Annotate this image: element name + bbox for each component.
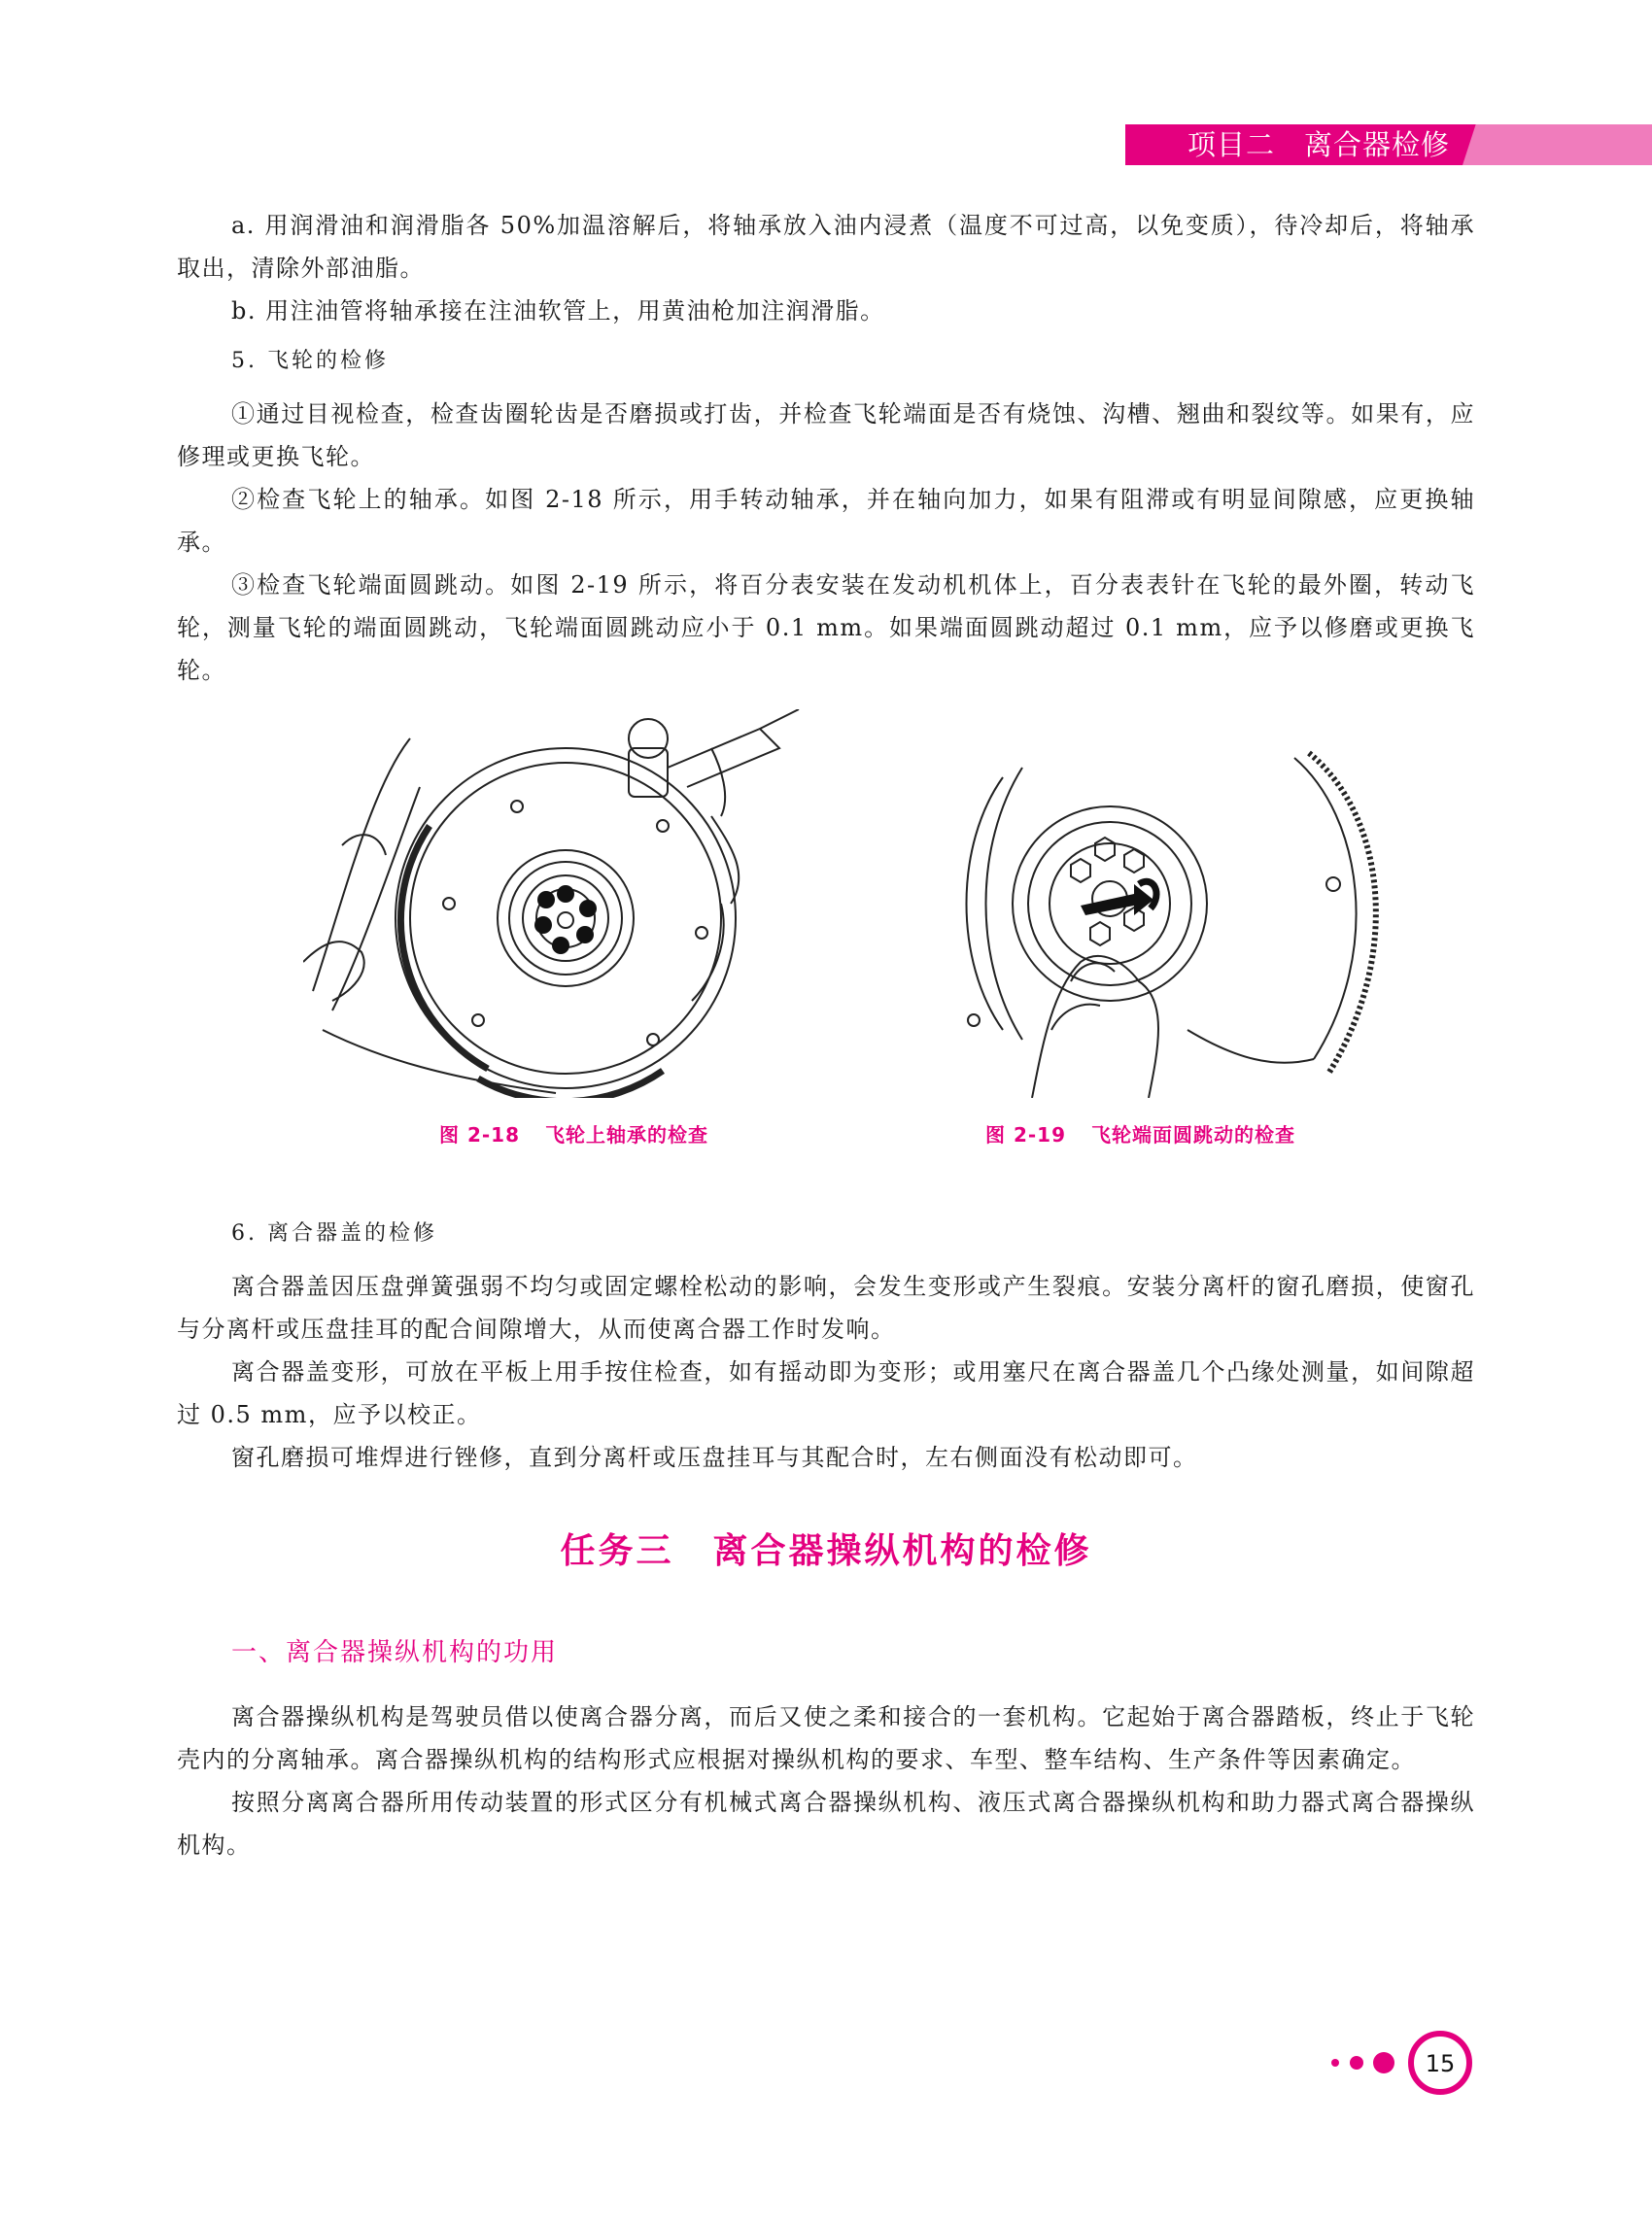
paragraph-b: b. 用注油管将轴承接在注油软管上，用黄油枪加注润滑脂。 bbox=[231, 297, 885, 325]
paragraph-flywheel-2: ②检查飞轮上的轴承。如图 2-18 所示，用手转动轴承，并在轴向加力，如果有阻滞或有明显间隙感，应更换轴承。 bbox=[177, 486, 1475, 556]
figure-2-19-title: 飞轮端面圆跳动的检查 bbox=[1091, 1123, 1296, 1147]
task-label: 任务三 bbox=[560, 1530, 674, 1571]
page-number: 15 bbox=[1425, 2050, 1456, 2077]
paragraph-section-1: 离合器操纵机构是驾驶员借以使离合器分离，而后又使之柔和接合的一套机构。它起始于离合器踏板，终止于飞轮壳内的分离轴承。离合器操纵机构的结构形式应根据对操纵机构的要求、车型、整车结构、生产条件等因素确定。 bbox=[177, 1703, 1475, 1773]
page-content bbox=[177, 204, 1475, 1866]
figure-2-18-caption bbox=[439, 1119, 708, 1147]
figure-flywheel-bearing-illustration bbox=[303, 709, 809, 1098]
figure-2-18-number: 图 2-18 bbox=[439, 1123, 521, 1147]
task-title bbox=[177, 1524, 1475, 1573]
heading-clutch-cover-repair: 6. 离合器盖的检修 bbox=[231, 1221, 437, 1246]
figure-flywheel-runout-illustration bbox=[945, 738, 1411, 1098]
paragraph-flywheel-3: ③检查飞轮端面圆跳动。如图 2-19 所示，将百分表安装在发动机机体上，百分表表针在飞轮的最外圈，转动飞轮，测量飞轮的端面圆跳动，飞轮端面圆跳动应小于 0.1 mm。如果端面圆跳动超过 0.1 mm，应予以修磨或更换飞轮。 bbox=[177, 571, 1475, 684]
header-project: 项目二 bbox=[1187, 128, 1276, 161]
figure-2-18-title: 飞轮上轴承的检查 bbox=[545, 1123, 709, 1147]
paragraph-flywheel-1: ①通过目视检查，检查齿圈轮齿是否磨损或打齿，并检查飞轮端面是否有烧蚀、沟槽、翘曲和裂纹等。如果有，应修理或更换飞轮。 bbox=[177, 400, 1475, 470]
task-name: 离合器操纵机构的检修 bbox=[712, 1530, 1092, 1571]
header-band-light bbox=[1463, 124, 1652, 165]
header-chapter-title: 离合器检修 bbox=[1304, 128, 1451, 161]
figures-row bbox=[177, 700, 1475, 1205]
dot-medium bbox=[1350, 2056, 1363, 2070]
dot-large bbox=[1373, 2052, 1394, 2073]
figure-2-19-caption bbox=[985, 1119, 1295, 1147]
page-number-mark bbox=[1322, 2029, 1477, 2097]
paragraph-cover-3: 窗孔磨损可堆焊进行锉修，直到分离杆或压盘挂耳与其配合时，左右侧面没有松动即可。 bbox=[231, 1444, 1198, 1471]
header-title bbox=[1187, 124, 1450, 165]
figure-2-19-number: 图 2-19 bbox=[985, 1123, 1067, 1147]
page-header bbox=[0, 120, 1652, 169]
paragraph-a: a. 用润滑油和润滑脂各 50%加温溶解后，将轴承放入油内浸煮（温度不可过高，以免变质），待冷却后，将轴承取出，清除外部油脂。 bbox=[177, 212, 1475, 282]
dot-small bbox=[1331, 2059, 1339, 2067]
paragraph-section-2: 按照分离离合器所用传动装置的形式区分有机械式离合器操纵机构、液压式离合器操纵机构和助力器式离合器操纵机构。 bbox=[177, 1789, 1475, 1859]
paragraph-cover-2: 离合器盖变形，可放在平板上用手按住检查，如有摇动即为变形；或用塞尺在离合器盖几个凸缘处测量，如间隙超过 0.5 mm，应予以校正。 bbox=[177, 1358, 1475, 1428]
heading-flywheel-repair: 5. 飞轮的检修 bbox=[231, 349, 389, 373]
paragraph-cover-1: 离合器盖因压盘弹簧强弱不均匀或固定螺栓松动的影响，会发生变形或产生裂痕。安装分离杆的窗孔磨损，使窗孔与分离杆或压盘挂耳的配合间隙增大，从而使离合器工作时发响。 bbox=[177, 1273, 1475, 1343]
section-heading: 一、离合器操纵机构的功用 bbox=[231, 1638, 559, 1667]
